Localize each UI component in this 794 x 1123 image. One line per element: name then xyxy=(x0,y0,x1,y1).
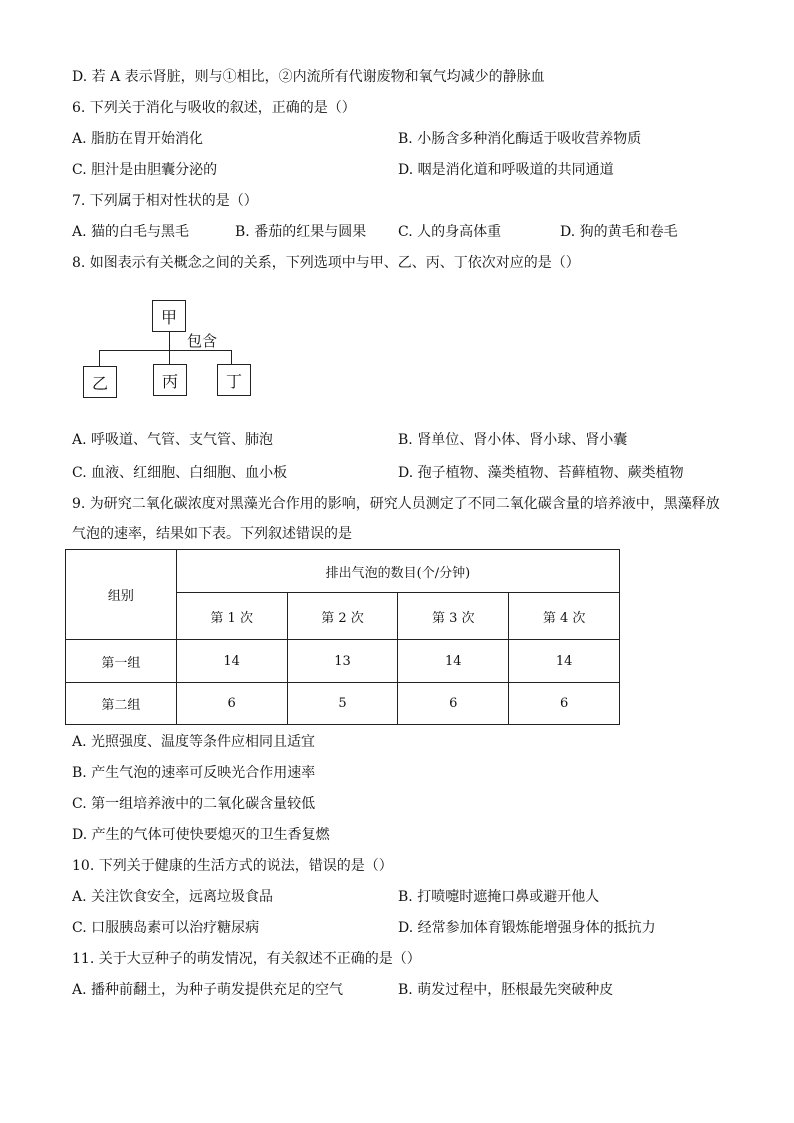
q6-option-b: B. 小肠含多种消化酶适于吸收营养物质 xyxy=(398,131,642,147)
q9-option-b: B. 产生气泡的速率可反映光合作用速率 xyxy=(72,765,316,781)
q10-option-a: A. 关注饮食安全，远离垃圾食品 xyxy=(72,889,274,905)
table-cell: 14 xyxy=(398,640,509,683)
table-row-label: 第一组 xyxy=(66,640,177,683)
q7-stem: 7. 下列属于相对性状的是（） xyxy=(72,193,258,209)
bubble-count-table xyxy=(65,549,620,725)
q7-option-b: B. 番茄的红果与圆果 xyxy=(235,224,367,240)
q11-option-a: A. 播种前翻土，为种子萌发提供充足的空气 xyxy=(72,982,344,998)
diagram-box-right: 丁 xyxy=(217,364,251,396)
table-col-header: 第 2 次 xyxy=(287,593,398,640)
table-cell: 5 xyxy=(287,683,398,725)
diagram-connector-middle xyxy=(169,350,170,364)
q8-stem: 8. 如图表示有关概念之间的关系，下列选项中与甲、乙、丙、丁依次对应的是（） xyxy=(72,255,580,271)
q9-option-a: A. 光照强度、温度等条件应相同且适宜 xyxy=(72,734,316,750)
q8-option-a: A. 呼吸道、气管、支气管、肺泡 xyxy=(72,432,274,448)
q7-option-c: C. 人的身高体重 xyxy=(398,224,502,240)
diagram-relation-label: 包含 xyxy=(187,332,218,350)
diagram-box-left: 乙 xyxy=(83,366,117,398)
q6-option-c: C. 胆汁是由胆囊分泌的 xyxy=(72,162,218,178)
q7-option-a: A. 猫的白毛与黑毛 xyxy=(72,224,190,240)
q10-option-c: C. 口服胰岛素可以治疗糖尿病 xyxy=(72,920,260,936)
q10-stem: 10. 下列关于健康的生活方式的说法，错误的是（） xyxy=(72,858,393,874)
q9-option-d: D. 产生的气体可使快要熄灭的卫生香复燃 xyxy=(72,827,330,843)
table-cell: 14 xyxy=(509,640,620,683)
table-cell: 6 xyxy=(176,683,287,725)
q10-option-b: B. 打喷嚏时遮掩口鼻或避开他人 xyxy=(398,889,600,905)
q6-option-a: A. 脂肪在胃开始消化 xyxy=(72,131,204,147)
table-cell: 6 xyxy=(398,683,509,725)
q5-option-d: D. 若 A 表示肾脏，则与①相比，②内流所有代谢废物和氧气均减少的静脉血 xyxy=(72,69,545,85)
table-col-header: 第 3 次 xyxy=(398,593,509,640)
q6-option-d: D. 咽是消化道和呼吸道的共同通道 xyxy=(398,162,614,178)
table-col-header: 第 4 次 xyxy=(509,593,620,640)
diagram-connector-stem xyxy=(169,332,170,350)
table-row xyxy=(66,640,620,683)
q6-stem: 6. 下列关于消化与吸收的叙述，正确的是（） xyxy=(72,100,356,116)
q11-option-b: B. 萌发过程中，胚根最先突破种皮 xyxy=(398,982,614,998)
q10-option-d: D. 经常参加体育锻炼能增强身体的抵抗力 xyxy=(398,920,656,936)
diagram-connector-left xyxy=(99,350,100,366)
table-col-header: 第 1 次 xyxy=(176,593,287,640)
table-row xyxy=(66,683,620,725)
table-header-group: 组别 xyxy=(66,550,177,640)
q8-option-b: B. 肾单位、肾小体、肾小球、肾小囊 xyxy=(398,432,628,448)
diagram-box-top: 甲 xyxy=(152,300,186,332)
q8-option-c: C. 血液、红细胞、白细胞、血小板 xyxy=(72,465,288,481)
table-cell: 14 xyxy=(176,640,287,683)
concept-diagram xyxy=(80,298,270,402)
q7-option-d: D. 狗的黄毛和卷毛 xyxy=(560,224,678,240)
diagram-box-middle: 丙 xyxy=(153,364,187,396)
diagram-connector-right xyxy=(231,350,232,364)
table-cell: 13 xyxy=(287,640,398,683)
table-header-main: 排出气泡的数目(个/分钟) xyxy=(176,550,619,593)
q8-option-d: D. 孢子植物、藻类植物、苔藓植物、蕨类植物 xyxy=(398,465,684,481)
table-cell: 6 xyxy=(509,683,620,725)
table-row-label: 第二组 xyxy=(66,683,177,725)
q11-stem: 11. 关于大豆种子的萌发情况，有关叙述不正确的是（） xyxy=(72,951,421,967)
q9-stem-line2: 气泡的速率，结果如下表。下列叙述错误的是 xyxy=(72,526,352,542)
q9-stem-line1: 9. 为研究二氧化碳浓度对黑藻光合作用的影响，研究人员测定了不同二氧化碳含量的培养液中，黑藻释放 xyxy=(72,496,720,512)
q9-option-c: C. 第一组培养液中的二氧化碳含量较低 xyxy=(72,796,316,812)
